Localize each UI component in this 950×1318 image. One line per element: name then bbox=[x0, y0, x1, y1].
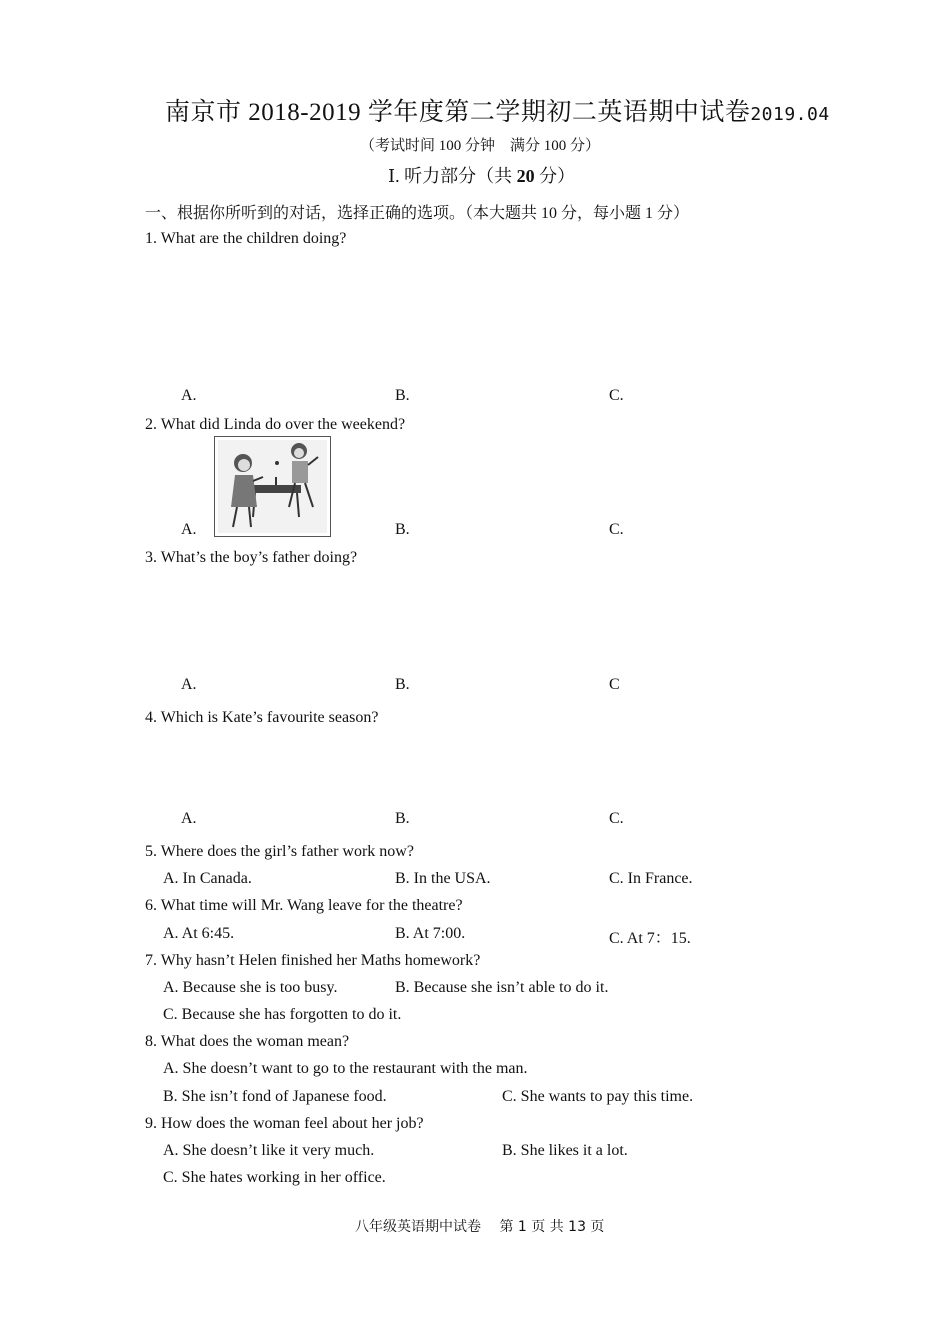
q2-option-a[interactable]: A. bbox=[181, 521, 197, 538]
section-suffix: 分） bbox=[534, 166, 576, 186]
question-2: 2. What did Linda do over the weekend? bbox=[145, 416, 406, 433]
exam-date: 2019.04 bbox=[750, 104, 830, 125]
q9-option-c[interactable]: C. She hates working in her office. bbox=[163, 1169, 386, 1186]
q8-option-b[interactable]: B. She isn’t fond of Japanese food. bbox=[163, 1088, 387, 1105]
q3-option-b[interactable]: B. bbox=[395, 676, 410, 693]
q7-option-c[interactable]: C. Because she has forgotten to do it. bbox=[163, 1006, 402, 1023]
q7-option-a[interactable]: A. Because she is too busy. bbox=[163, 979, 338, 996]
q6-option-b[interactable]: B. At 7:00. bbox=[395, 925, 466, 942]
question-6: 6. What time will Mr. Wang leave for the theatre? bbox=[145, 897, 463, 914]
q4-option-b[interactable]: B. bbox=[395, 810, 410, 827]
q1-option-b[interactable]: B. bbox=[395, 387, 410, 404]
q4-option-a[interactable]: A. bbox=[181, 810, 197, 827]
q6-option-c[interactable]: C. At 7：15. bbox=[609, 930, 691, 947]
q5-option-b[interactable]: B. In the USA. bbox=[395, 870, 491, 887]
ping-pong-picture bbox=[214, 436, 331, 537]
q9-option-a[interactable]: A. She doesn’t like it very much. bbox=[163, 1142, 375, 1159]
section-prefix: Ⅰ. 听力部分（共 bbox=[388, 166, 517, 186]
q8-option-c[interactable]: C. She wants to pay this time. bbox=[502, 1088, 694, 1105]
q6-option-a[interactable]: A. At 6:45. bbox=[163, 925, 235, 942]
question-4: 4. Which is Kate’s favourite season? bbox=[145, 709, 379, 726]
q8-option-a[interactable]: A. She doesn’t want to go to the restaurant with the man. bbox=[163, 1060, 528, 1077]
section-instruction: 一、根据你所听到的对话，选择正确的选项。（本大题共 10 分，每小题 1 分） bbox=[145, 205, 690, 222]
q1-option-a[interactable]: A. bbox=[181, 387, 197, 404]
q1-option-c[interactable]: C. bbox=[609, 387, 624, 404]
section-score: 20 bbox=[516, 166, 535, 186]
page-footer: 八年级英语期中试卷 第 1 页 共 13 页 bbox=[355, 1219, 605, 1235]
children-playing-table-tennis-icon bbox=[215, 437, 330, 536]
q3-option-a[interactable]: A. bbox=[181, 676, 197, 693]
q5-option-a[interactable]: A. In Canada. bbox=[163, 870, 252, 887]
question-3: 3. What’s the boy’s father doing? bbox=[145, 549, 358, 566]
q3-option-c[interactable]: C bbox=[609, 676, 620, 693]
question-8: 8. What does the woman mean? bbox=[145, 1033, 350, 1050]
q9-option-b[interactable]: B. She likes it a lot. bbox=[502, 1142, 628, 1159]
q4-option-c[interactable]: C. bbox=[609, 810, 624, 827]
q5-option-c[interactable]: C. In France. bbox=[609, 870, 693, 887]
question-5: 5. Where does the girl’s father work now? bbox=[145, 843, 414, 860]
question-9: 9. How does the woman feel about her job? bbox=[145, 1115, 424, 1132]
exam-title bbox=[165, 92, 830, 128]
title-text: 南京市 2018-2019 学年度第二学期初二英语期中试卷 bbox=[165, 99, 751, 126]
section-heading bbox=[388, 162, 575, 188]
exam-subtitle: （考试时间 100 分钟 满分 100 分） bbox=[360, 138, 601, 154]
q7-option-b[interactable]: B. Because she isn’t able to do it. bbox=[395, 979, 609, 996]
question-7: 7. Why hasn’t Helen finished her Maths homework? bbox=[145, 952, 481, 969]
q2-option-c[interactable]: C. bbox=[609, 521, 624, 538]
question-1: 1. What are the children doing? bbox=[145, 230, 347, 247]
q2-option-b[interactable]: B. bbox=[395, 521, 410, 538]
